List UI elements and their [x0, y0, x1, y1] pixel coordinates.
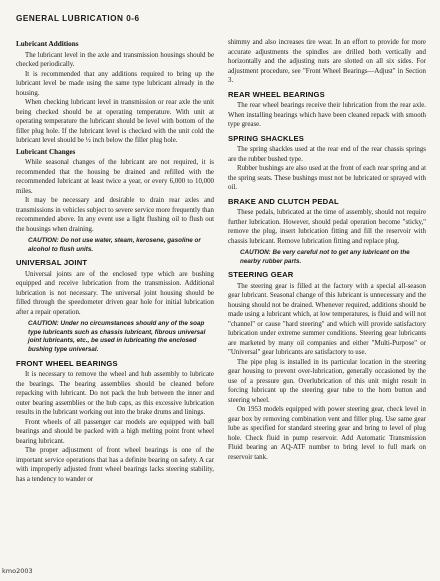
paragraph: On 1953 models equipped with power steering gear, check level in gear box by removing combination vent and filler plug. Use same gear lube as specified for standard steering gear and bring to level of plug hole. Check fluid in pump reservoir. Add Automatic Transmission Fluid bearing an AQ-ATF number to bring level to full mark on reservoir tank.: [228, 406, 426, 461]
paragraph: Rubber bushings are also used at the front of each rear spring and at the spring seats. These bushings must not be lubricated or sprayed with oil.: [228, 165, 426, 191]
heading-steering-gear: STEERING GEAR: [228, 270, 294, 280]
heading-lubricant-additions: Lubricant Additions: [16, 40, 79, 48]
paragraph: The spring shackles used at the rear end of the rear chassis springs are the rubber bushed type.: [228, 146, 426, 163]
caution-note: CAUTION: Do not use water, steam, kerosene, gasoline or alcohol to flush units.: [28, 237, 201, 253]
heading-rear-wheel-bearings: REAR WHEEL BEARINGS: [228, 89, 325, 99]
paragraph: When checking lubricant level in transmission or rear axle the unit being checked should be at operating temperature. With unit at operating temperature the lubricant should be level with bottom of the filler plug hole. If the lubricant level is checked with the unit cold the lubricant level should be ½ inch below the filler plug hole.: [16, 99, 214, 144]
right-column: [228, 38, 426, 462]
heading-brake-clutch-pedal: BRAKE AND CLUTCH PEDAL: [228, 196, 339, 206]
heading-lubricant-changes: Lubricant Changes: [16, 147, 76, 156]
paragraph: The proper adjustment of front wheel bearings is one of the important service operations that has a definite bearing on safety. A car with improperly adjusted front wheel bearings lacks steering stability, has a tendency to wander or: [16, 447, 214, 483]
paragraph: It is recommended that any additions required to bring up the lubricant level be made using the same type lubricant already in the housing.: [16, 70, 214, 97]
left-column: [16, 38, 214, 484]
paragraph: It is necessary to remove the wheel and hub assembly to lubricate the bearings. The bearing assemblies should be cleaned before repacking with lubricant. Do not pack the hub between the inner and outer bearing assemblies or the hub caps, as this excessive lubrication results in the lubricant working out into the brake drums and linings.: [16, 371, 214, 417]
paragraph: The pipe plug is installed in its particular location in the steering gear housing to prevent over-lubrication, generally occasioned by the use of a pressure gun. Overlubrication of this unit might result in forcing lubricant up the steering gear tube to the horn button and steering wheel.: [228, 358, 426, 404]
page-header: GENERAL LUBRICATION 0-6: [16, 14, 140, 23]
caution-note: CAUTION: Under no circumstances should any of the soap type lubricants such as chassis lubricant, fibrous universal joint lubricants, etc., be used in lubricating the enclosed bushing type universal.: [28, 320, 206, 353]
watermark: kmo2003: [2, 567, 33, 575]
paragraph: It may be necessary and desirable to drain rear axles and transmissions in vehicles subject to severe service more frequently than recommended above. In any event use a light flushing oil to flush out the housings when draining.: [16, 197, 214, 233]
heading-spring-shackles: SPRING SHACKLES: [228, 133, 304, 143]
paragraph: While seasonal changes of the lubricant are not required, it is recommended that the housing be drained and refilled with the recommended lubricant at least twice a year, or every 6,000 to 10,000 miles.: [16, 159, 214, 195]
paragraph: The lubricant level in the axle and transmission housings should be checked periodically.: [16, 51, 214, 68]
caution-note: CAUTION: Be very careful not to get any lubricant on the nearby rubber parts.: [240, 249, 410, 265]
paragraph: The rear wheel bearings receive their lubrication from the rear axle. When installing bearings which have been cleaned repack with smooth type grease.: [228, 102, 426, 128]
paragraph: Universal joints are of the enclosed type which are bushing equipped and receive lubrication from the transmission. Additional lubrication is not necessary. The universal joint housing should be filled through the speedometer driven gear hole for initial lubrication after a repair operation.: [16, 270, 214, 316]
heading-front-wheel-bearings: FRONT WHEEL BEARINGS: [16, 358, 118, 368]
paragraph: The steering gear is filled at the factory with a special all-season gear lubricant. Seasonal change of this lubricant is unnecessary and the housing should not be drained. Whenever required, additions should be made using a lubricant which, at low temperatures, is fluid and will not "channel" or cause "hard steering" and which will provide satisfactory lubrication under extreme summer conditions. Steering gear lubricants are marketed by many oil companies and either "Multi-Purpose" or "Universal" gear lubricants are satisfactory to use.: [228, 282, 426, 357]
heading-universal-joint: UNIVERSAL JOINT: [16, 258, 88, 268]
paragraph: Front wheels of all passenger car models are equipped with ball bearings and should be packed with a high melting point front wheel bearing lubricant.: [16, 418, 214, 445]
paragraph: shimmy and also increases tire wear. In an effort to provide for more accurate adjustments the spindles are drilled both vertically and horizontally and the adjusting nuts are slotted on all six sides. For adjustment procedure, see "Front Wheel Bearings—Adjust" in Section 3.: [228, 39, 426, 84]
paragraph: These pedals, lubricated at the time of assembly, should not require further lubrication. However, should pedal operation become "sticky," remove the plug, insert lubrication fitting and fill the reservoir with chassis lubricant. Remove lubrication fitting and replace plug.: [228, 209, 426, 245]
